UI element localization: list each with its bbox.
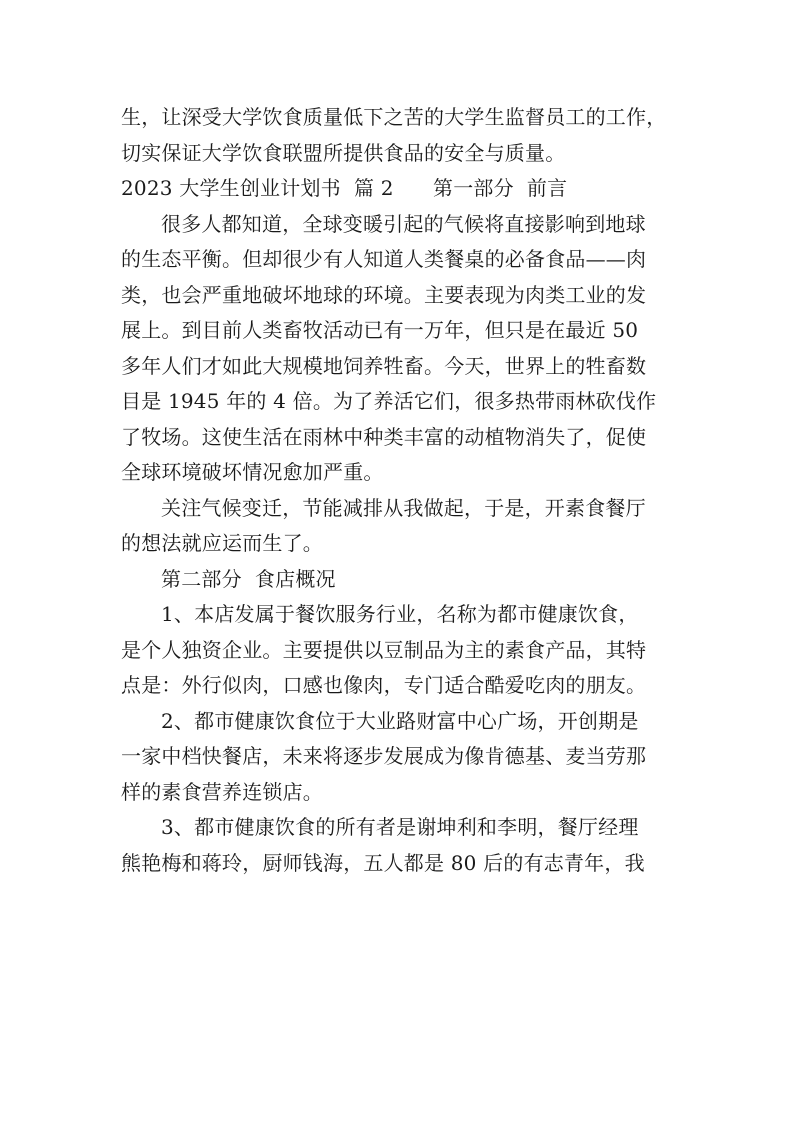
text-line-6: 类，也会严重地破坏地球的环境。主要表现为肉类工业的发 [121,282,647,307]
text-line-11: 全球环境破坏情况愈加严重。 [121,460,384,484]
text-line-10: 了牧场。这使生活在雨林中种类丰富的动植物消失了，促使 [121,424,647,449]
text-line-17: 点是：外行似肉，口感也像肉，专门适合酷爱吃肉的朋友。 [121,673,647,697]
section-heading-line: 2023 大学生创业计划书 篇 2 第一部分 前言 [121,176,568,200]
text-line-21: 3、都市健康饮食的所有者是谢坤利和李明，餐厅经理 [161,815,639,839]
text-line-4: 很多人都知道，全球变暖引起的气候将直接影响到地球 [161,211,646,236]
text-line-7: 展上。到目前人类畜牧活动已有一万年，但只是在最近 50 [121,318,639,342]
text-line-20: 样的素食营养连锁店。 [121,779,323,804]
text-line-2: 切实保证大学饮食联盟所提供食品的安全与质量。 [121,140,566,165]
text-line-22: 熊艳梅和蒋玲，厨师钱海，五人都是 80 后的有志青年，我 [121,850,645,875]
text-line-19: 一家中档快餐店，未来将逐步发展成为像肯德基、麦当劳那 [121,744,647,768]
text-line-8: 多年人们才如此大规模地饲养牲畜。今天，世界上的牲畜数 [121,353,647,378]
text-line-5: 的生态平衡。但却很少有人知道人类餐桌的必备食品——肉 [121,247,647,271]
text-line-18: 2、都市健康饮食位于大业路财富中心广场，开创期是 [161,708,639,733]
text-line-15: 1、本店发属于餐饮服务行业，名称为都市健康饮食， [161,602,639,626]
text-line-16: 是个人独资企业。主要提供以豆制品为主的素食产品，其特 [121,637,647,662]
document-page [121,100,677,881]
text-line-9: 目是 1945 年的 4 倍。为了养活它们，很多热带雨林砍伐作 [121,389,657,413]
text-line-1: 生，让深受大学饮食质量低下之苦的大学生监督员工的工作， [121,105,667,129]
text-line-13: 的想法就应运而生了。 [121,531,323,555]
subsection-heading-line: 第二部分 食店概况 [161,566,336,591]
text-line-12: 关注气候变迁，节能减排从我做起，于是，开素食餐厅 [161,495,646,520]
